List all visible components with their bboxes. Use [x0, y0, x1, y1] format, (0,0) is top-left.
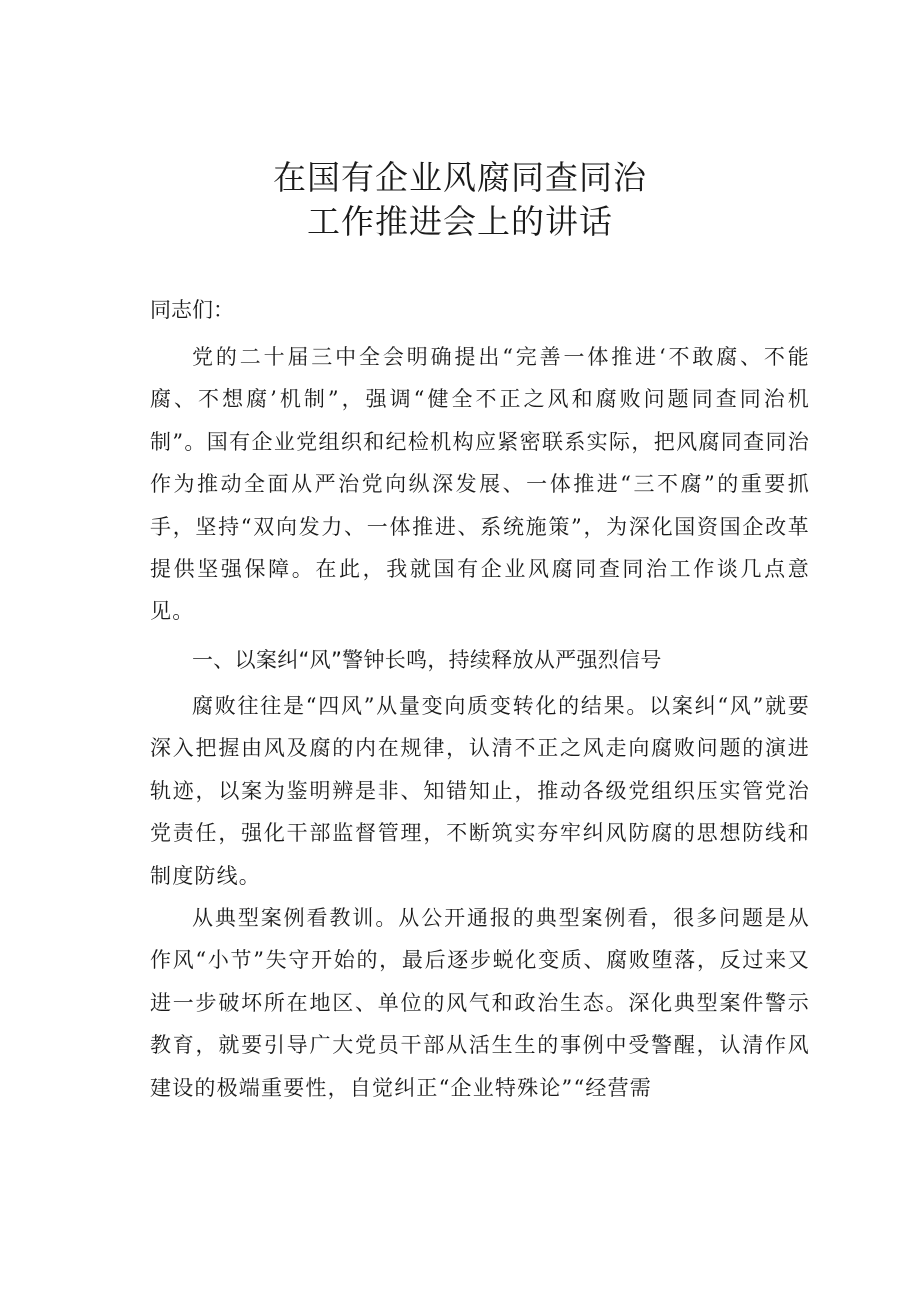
- section-heading-1: 一、以案纠“风”警钟长鸣，持续释放从严强烈信号: [192, 648, 662, 672]
- document-title-line-1: 在国有企业风腐同查同治: [273, 158, 647, 197]
- paragraph-intro: 党的二十届三中全会明确提出“完善一体推进‘不敢腐、不能腐、不想腐’机制”，强调“健全不正之风和腐败问题同查同治机制”。国有企业党组织和纪检机构应紧密联系实际，把风腐同查同治作为推动全面从严治党向纵深发展、一体推进“三不腐”的重要抓手，坚持“双向发力、一体推进、系统施策”，为深化国资国企改革提供坚强保障。在此，我就国有企业风腐同查同治工作谈几点意见。: [150, 345, 810, 624]
- paragraph-case-lessons: 从典型案例看教训。从公开通报的典型案例看，很多问题是从作风“小节”失守开始的，最后逐步蜕化变质、腐败堕落，反过来又进一步破坏所在地区、单位的风气和政治生态。深化典型案件警示教育，就要引导广大党员干部从活生生的事例中受警醒，认清作风建设的极端重要性，自觉纠正“企业特殊论”“经营需: [150, 906, 810, 1100]
- greeting: 同志们：: [150, 298, 234, 322]
- document-title-line-2: 工作推进会上的讲话: [307, 202, 613, 241]
- paragraph-section-1: 腐败往往是“四风”从量变向质变转化的结果。以案纠“风”就要深入把握由风及腐的内在规律，认清不正之风走向腐败问题的演进轨迹，以案为鉴明辨是非、知错知止，推动各级党组织压实管党治党责任，强化干部监督管理，不断筑实夯牢纠风防腐的思想防线和制度防线。: [150, 694, 810, 888]
